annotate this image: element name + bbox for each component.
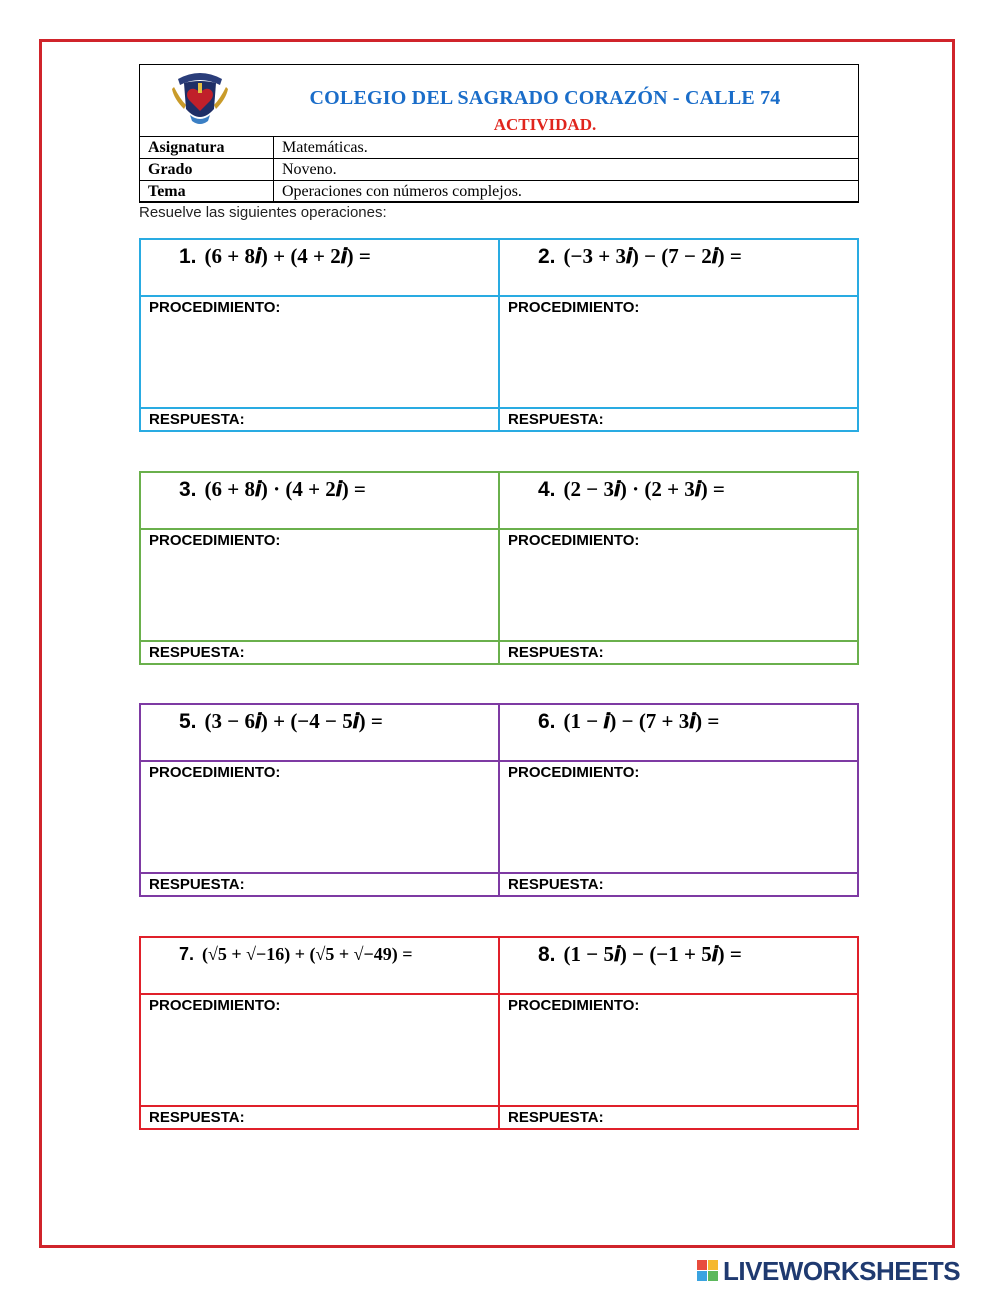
procedure-area-7[interactable] xyxy=(140,994,499,1106)
info-key: Asignatura xyxy=(140,137,274,159)
school-name: COLEGIO DEL SAGRADO CORAZÓN - CALLE 74 xyxy=(309,87,781,109)
problem-cell xyxy=(499,472,858,529)
school-crest-icon xyxy=(170,69,230,129)
exercise-group-2 xyxy=(139,471,859,665)
info-value: Matemáticas. xyxy=(274,137,859,159)
procedure-area-5[interactable] xyxy=(140,761,499,873)
answer-label: RESPUESTA: xyxy=(508,1109,604,1126)
problem-cell xyxy=(499,704,858,761)
procedure-area-6[interactable] xyxy=(499,761,858,873)
answer-label: RESPUESTA: xyxy=(508,411,604,428)
problem-6: 6. (1 − 𝒊) − (7 + 3𝒊) = xyxy=(538,709,720,733)
problem-cell xyxy=(140,472,499,529)
procedure-area-3[interactable] xyxy=(140,529,499,641)
liveworksheets-logo-icon xyxy=(697,1260,719,1282)
exercise-group-1 xyxy=(139,238,859,432)
answer-label: RESPUESTA: xyxy=(149,876,245,893)
procedure-label: PROCEDIMIENTO: xyxy=(508,764,640,781)
procedure-area-2[interactable] xyxy=(499,296,858,408)
info-key: Grado xyxy=(140,159,274,181)
procedure-label: PROCEDIMIENTO: xyxy=(508,532,640,549)
info-table xyxy=(139,136,859,203)
problem-cell xyxy=(140,239,499,296)
info-row-topic xyxy=(140,181,859,203)
problem-1: 1. (6 + 8𝒊) + (4 + 2𝒊) = xyxy=(179,244,371,268)
answer-field-3[interactable] xyxy=(140,641,499,664)
info-value: Operaciones con números complejos. xyxy=(274,181,859,203)
exercise-group-3 xyxy=(139,703,859,897)
problem-3: 3. (6 + 8𝒊) · (4 + 2𝒊) = xyxy=(179,477,366,501)
watermark-text: LIVEWORKSHEETS xyxy=(723,1255,961,1286)
liveworksheets-watermark xyxy=(697,1255,993,1286)
answer-field-1[interactable] xyxy=(140,408,499,431)
procedure-label: PROCEDIMIENTO: xyxy=(508,299,640,316)
info-row-grade xyxy=(140,159,859,181)
problem-cell xyxy=(140,937,499,994)
answer-field-7[interactable] xyxy=(140,1106,499,1129)
answer-label: RESPUESTA: xyxy=(149,411,245,428)
problem-5: 5. (3 − 6𝒊) + (−4 − 5𝒊) = xyxy=(179,709,383,733)
answer-field-6[interactable] xyxy=(499,873,858,896)
procedure-label: PROCEDIMIENTO: xyxy=(149,997,281,1014)
answer-label: RESPUESTA: xyxy=(149,1109,245,1126)
answer-field-5[interactable] xyxy=(140,873,499,896)
answer-label: RESPUESTA: xyxy=(149,644,245,661)
problem-4: 4. (2 − 3𝒊) · (2 + 3𝒊) = xyxy=(538,477,725,501)
info-key: Tema xyxy=(140,181,274,203)
problem-cell xyxy=(499,239,858,296)
activity-title: ACTIVIDAD. xyxy=(493,115,597,134)
answer-label: RESPUESTA: xyxy=(508,644,604,661)
procedure-label: PROCEDIMIENTO: xyxy=(149,532,281,549)
procedure-label: PROCEDIMIENTO: xyxy=(508,997,640,1014)
instructions: Resuelve las siguientes operaciones: xyxy=(139,204,387,221)
worksheet-header xyxy=(139,64,859,202)
info-value: Noveno. xyxy=(274,159,859,181)
answer-field-4[interactable] xyxy=(499,641,858,664)
problem-8: 8. (1 − 5𝒊) − (−1 + 5𝒊) = xyxy=(538,942,742,966)
problem-cell xyxy=(499,937,858,994)
procedure-label: PROCEDIMIENTO: xyxy=(149,299,281,316)
exercise-group-4 xyxy=(139,936,859,1130)
procedure-area-8[interactable] xyxy=(499,994,858,1106)
procedure-area-4[interactable] xyxy=(499,529,858,641)
problem-2: 2. (−3 + 3𝒊) − (7 − 2𝒊) = xyxy=(538,244,742,268)
procedure-label: PROCEDIMIENTO: xyxy=(149,764,281,781)
info-row-subject xyxy=(140,137,859,159)
answer-field-8[interactable] xyxy=(499,1106,858,1129)
answer-label: RESPUESTA: xyxy=(508,876,604,893)
problem-cell xyxy=(140,704,499,761)
answer-field-2[interactable] xyxy=(499,408,858,431)
problem-7: 7. (√5 + √−16) + (√5 + √−49) = xyxy=(179,944,413,964)
procedure-area-1[interactable] xyxy=(140,296,499,408)
